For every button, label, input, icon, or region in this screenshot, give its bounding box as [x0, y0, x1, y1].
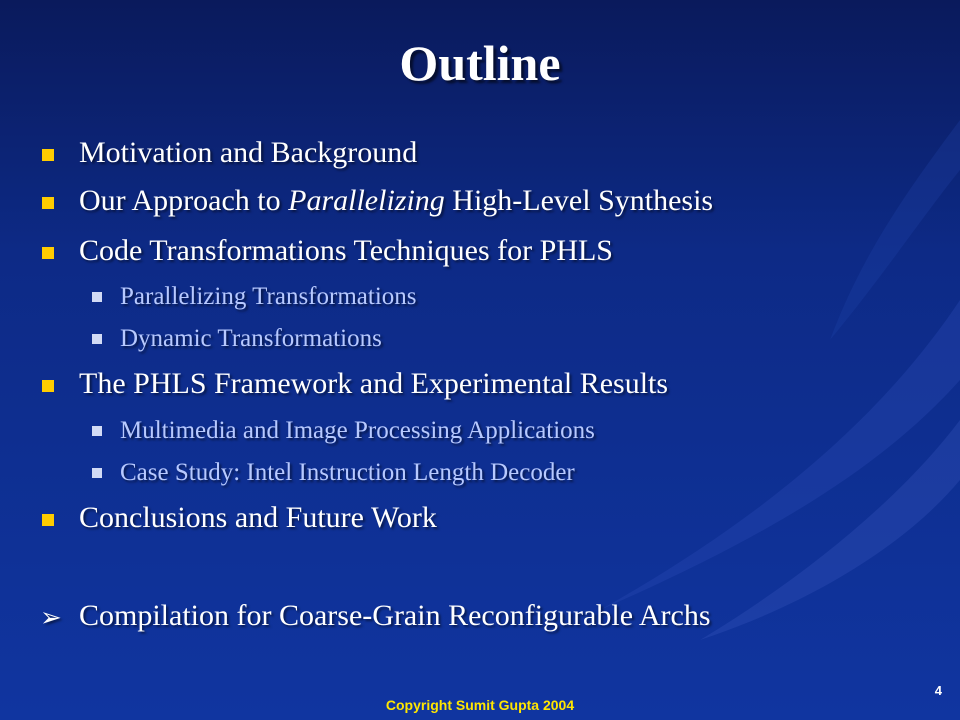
subbullet-text: Case Study: Intel Instruction Length Decoder — [120, 459, 575, 486]
page-number: 4 — [934, 683, 942, 698]
bullet-text-emphasis: Parallelizing — [288, 184, 445, 217]
light-square-bullet-icon — [92, 468, 102, 478]
bullet-text: Code Transformations Techniques for PHLS — [79, 234, 613, 267]
arrow-bullet-icon: ➢ — [40, 603, 62, 633]
bullet-text: The PHLS Framework and Experimental Results — [79, 367, 669, 400]
yellow-square-bullet-icon — [42, 149, 54, 161]
light-square-bullet-icon — [92, 426, 102, 436]
yellow-square-bullet-icon — [42, 197, 54, 209]
footer-copyright: Copyright Sumit Gupta 2004 — [385, 697, 575, 713]
light-square-bullet-icon — [92, 292, 102, 302]
yellow-square-bullet-icon — [42, 380, 54, 392]
light-square-bullet-icon — [92, 334, 102, 344]
yellow-square-bullet-icon — [42, 247, 54, 259]
bullet-text: Compilation for Coarse-Grain Reconfigurable Archs — [79, 599, 711, 632]
bullet-text: Conclusions and Future Work — [79, 501, 437, 534]
subbullet-text: Parallelizing Transformations — [120, 283, 417, 310]
bullet-text: Motivation and Background — [79, 136, 418, 169]
bullet-text-pre: Our Approach to — [79, 184, 289, 217]
bullet-text — [79, 183, 713, 219]
subbullet-text: Dynamic Transformations — [120, 325, 382, 352]
subbullet-text: Multimedia and Image Processing Applications — [120, 417, 595, 444]
bullet-text-post: High-Level Synthesis — [444, 184, 714, 217]
slide-title: Outline — [399, 35, 561, 91]
yellow-square-bullet-icon — [42, 514, 54, 526]
